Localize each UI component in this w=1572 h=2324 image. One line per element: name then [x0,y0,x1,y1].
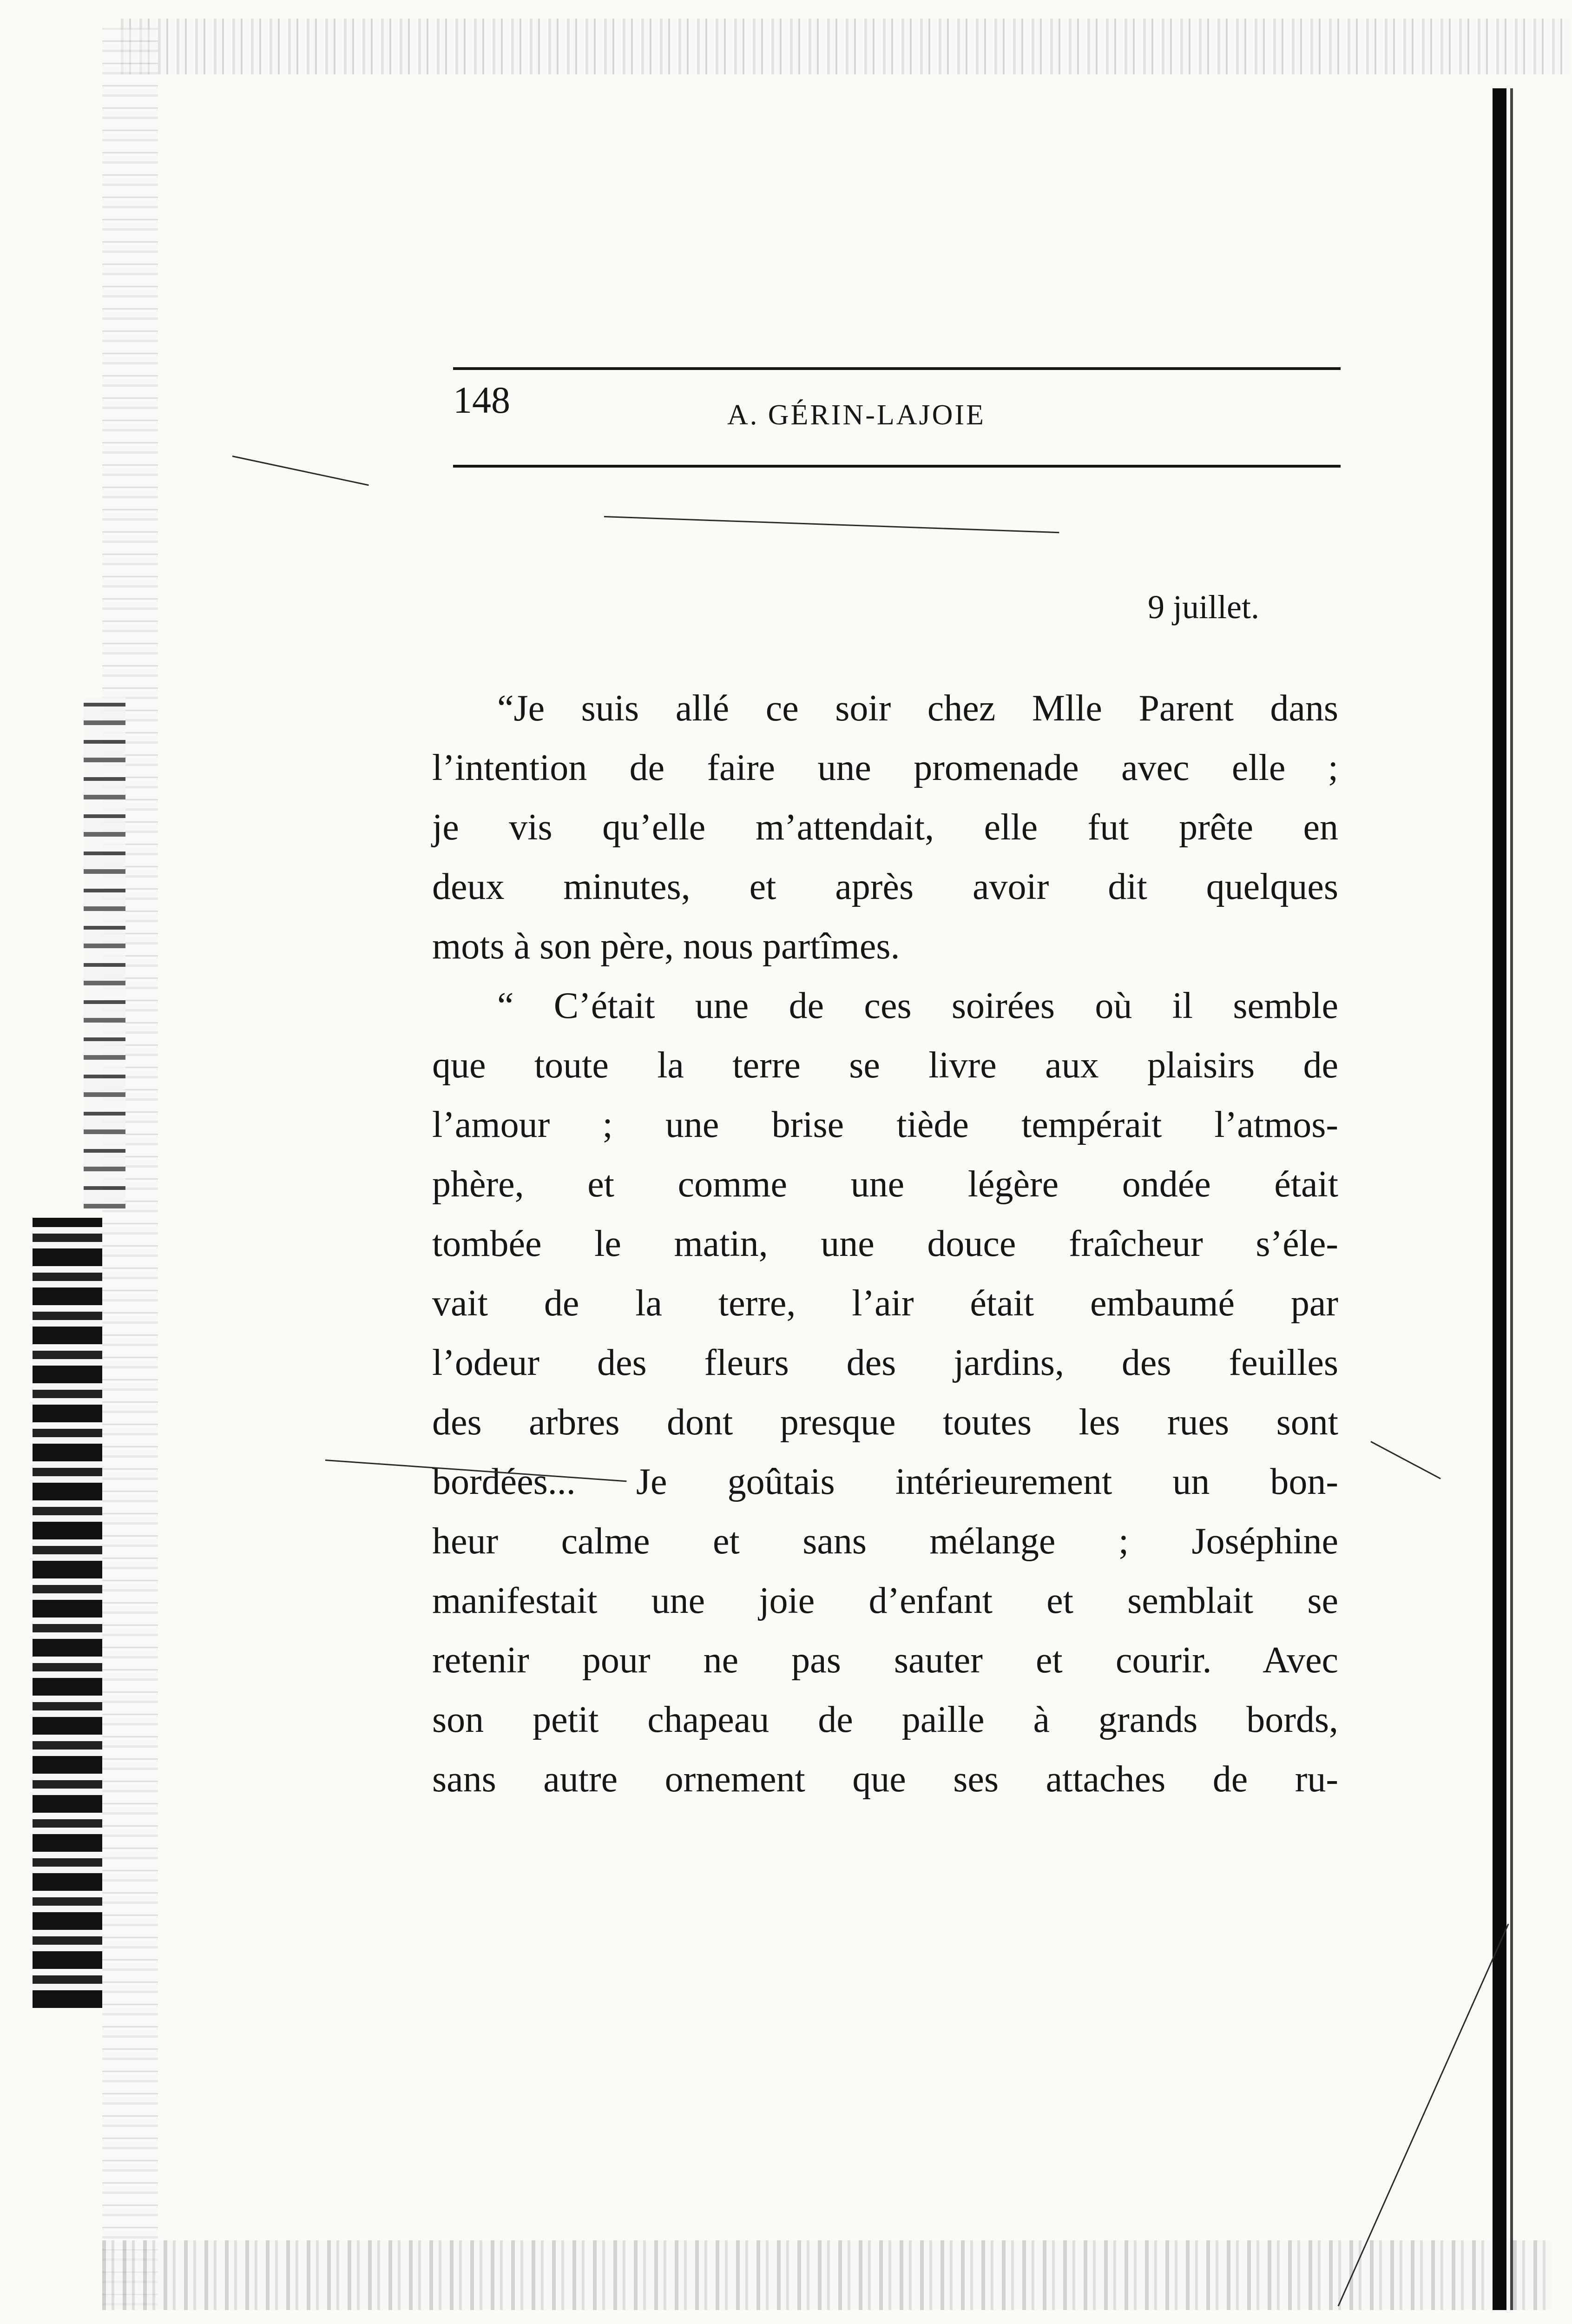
scan-margin-bars [33,1218,102,2008]
scan-margin-marks [84,697,125,1208]
entry-date: 9 juillet. [1148,588,1259,626]
text-line: phère, et comme une légère ondée était [432,1164,1338,1205]
page-number: 148 [453,379,510,421]
scan-noise-top [121,19,1571,74]
text-line: “ C’était une de ces soirées où il semble [497,985,1338,1026]
text-line: tombée le matin, une douce fraîcheur s’éle- [432,1223,1338,1264]
scan-noise-bottom [102,2240,1552,2310]
text-line: deux minutes, et après avoir dit quelques [432,866,1338,907]
text-line: mots à son père, nous partîmes. [432,926,900,967]
paragraph [432,976,1338,1809]
text-line: l’odeur des fleurs des jardins, des feuilles [432,1342,1338,1383]
scan-pencil-stroke [604,516,1059,533]
page-gutter-line [1510,88,1513,2310]
text-line: heur calme et sans mélange ; Joséphine [432,1521,1338,1562]
text-line: manifestait une joie d’enfant et semblait se [432,1580,1338,1621]
scan-pencil-stroke [1370,1441,1441,1479]
text-line: je vis qu’elle m’attendait, elle fut prête en [432,807,1338,848]
text-line: retenir pour ne pas sauter et courir. Avec [432,1640,1338,1681]
running-head: A. GÉRIN-LAJOIE [727,399,986,431]
body-text [432,679,1338,1809]
text-line: vait de la terre, l’air était embaumé par [432,1283,1338,1324]
text-line: bordées... Je goûtais intérieurement un bon- [432,1461,1338,1502]
text-line: sans autre ornement que ses attaches de ru- [432,1759,1338,1800]
text-line: des arbres dont presque toutes les rues sont [432,1402,1338,1443]
text-line: “Je suis allé ce soir chez Mlle Parent dans [497,688,1338,729]
page-gutter-shadow [1493,88,1506,2310]
text-line: l’intention de faire une promenade avec elle ; [432,747,1338,788]
paragraph [432,679,1338,976]
header-top-rule [453,367,1341,370]
header-bottom-rule [453,465,1341,468]
text-line: son petit chapeau de paille à grands bords, [432,1699,1338,1740]
scan-pencil-stroke [232,456,369,486]
text-line: l’amour ; une brise tiède tempérait l’atmos- [432,1104,1338,1145]
text-line: que toute la terre se livre aux plaisirs de [432,1045,1338,1086]
